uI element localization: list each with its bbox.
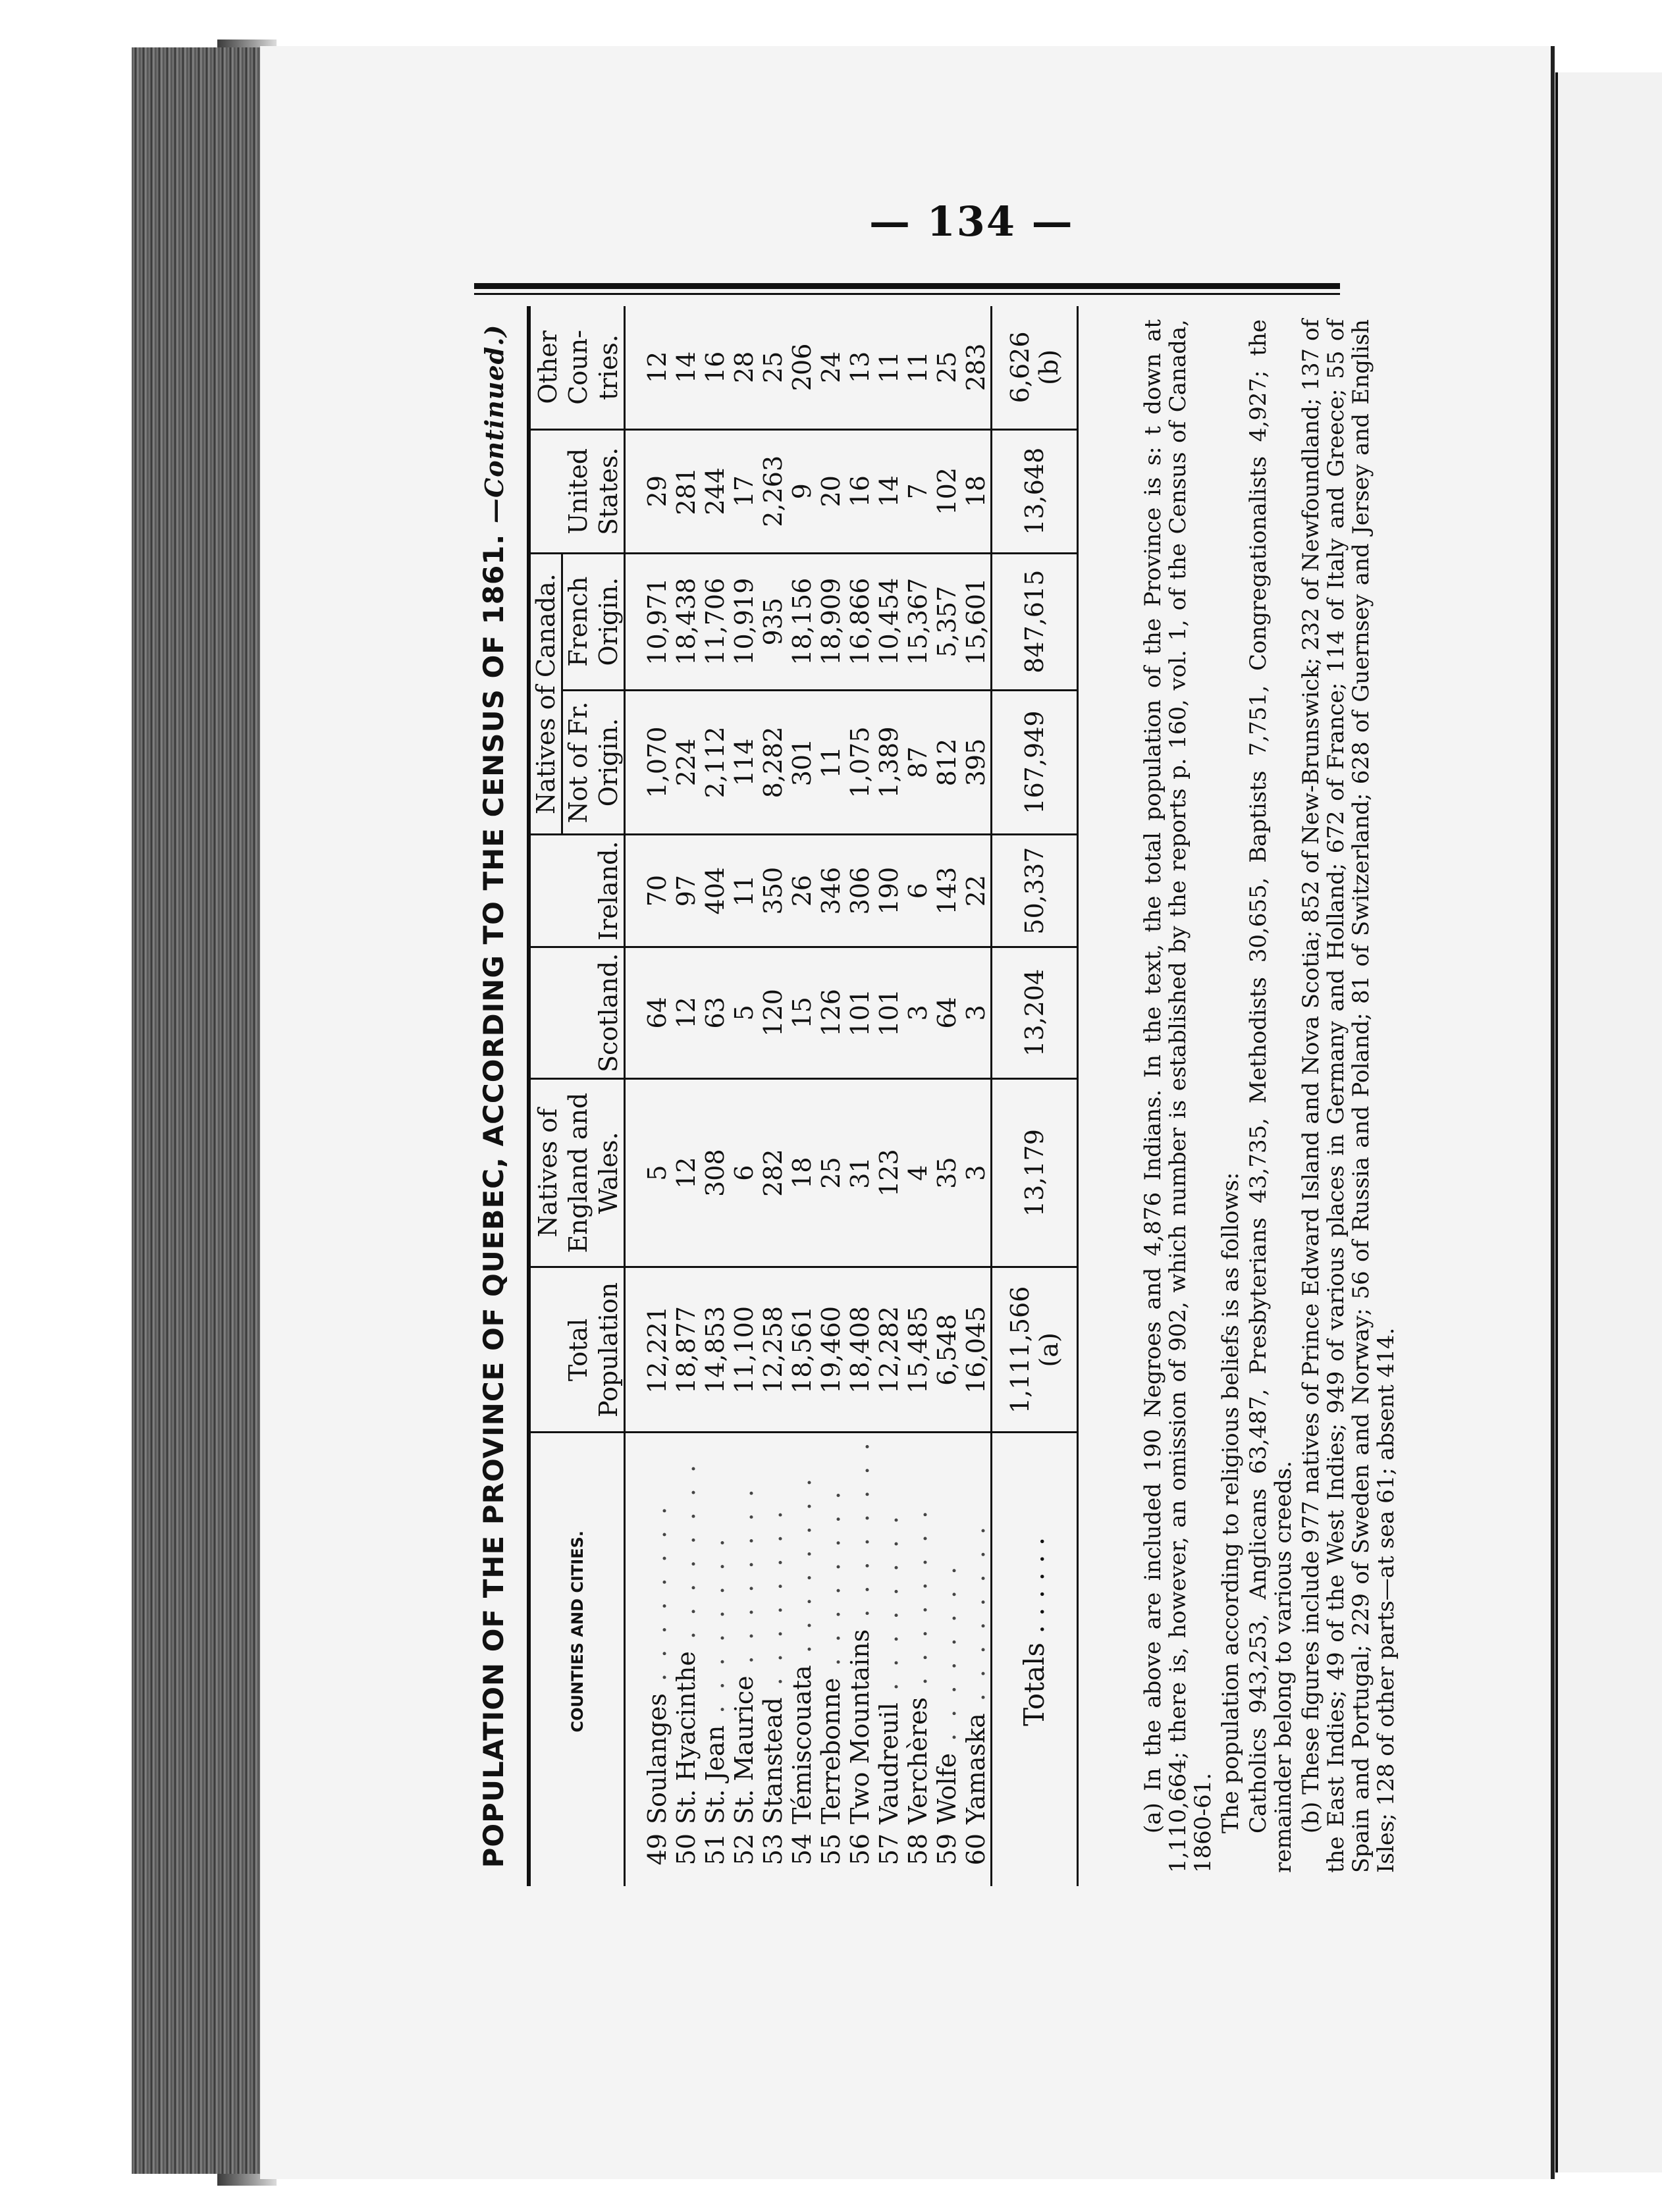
county-cell xyxy=(701,1433,730,1830)
leader-dots: . . . . . . . . xyxy=(788,1474,817,1666)
leader-dots: . . . . . . . . xyxy=(903,1506,932,1697)
cell-french: 10,971 xyxy=(625,553,672,690)
cell-other: 13 xyxy=(845,306,874,429)
totals-us: 13,648 xyxy=(992,429,1078,553)
leader-dots: . . . . . . . . xyxy=(817,1487,845,1678)
table-row xyxy=(672,306,701,1886)
leader-dots: . . . . . . . . xyxy=(672,1460,701,1652)
row-number-header xyxy=(529,1830,625,1886)
cell-england: 25 xyxy=(817,1078,845,1267)
cell-other: 206 xyxy=(788,306,817,429)
row-number: 50 xyxy=(672,1833,701,1866)
county-cell xyxy=(759,1433,788,1830)
census-table xyxy=(527,306,1079,1886)
cell-total: 18,877 xyxy=(672,1267,701,1433)
county-name: St. Maurice xyxy=(730,1675,759,1824)
cell-other: 283 xyxy=(961,306,992,429)
row-number: 59 xyxy=(932,1833,961,1866)
cell-other: 12 xyxy=(625,306,672,429)
cell-other: 25 xyxy=(932,306,961,429)
ireland-header: Ireland. xyxy=(529,835,625,947)
county-name: Terrebonne xyxy=(817,1677,845,1824)
county-cell xyxy=(874,1433,903,1830)
cell-england: 4 xyxy=(903,1078,932,1267)
leader-dots: . . . . . . . . xyxy=(730,1485,759,1676)
county-name: St. Hyacinthe xyxy=(672,1651,701,1824)
cell-total: 12,258 xyxy=(759,1267,788,1433)
table-body xyxy=(625,306,992,1886)
cell-total: 15,485 xyxy=(903,1267,932,1433)
county-name: Yamaska xyxy=(961,1713,990,1824)
cell-ireland: 22 xyxy=(961,835,992,947)
totals-scotland: 13,204 xyxy=(992,947,1078,1078)
cell-not-french: 301 xyxy=(788,690,817,835)
county-name: Témiscouata xyxy=(788,1665,817,1824)
cell-not-french: 87 xyxy=(903,690,932,835)
cell-not-french: 812 xyxy=(932,690,961,835)
county-name: Verchères xyxy=(903,1697,932,1824)
leader-dots: . . . . . . . . xyxy=(759,1507,788,1698)
cell-england: 5 xyxy=(625,1078,672,1267)
leader-dots: . . . . . . . . xyxy=(643,1502,672,1694)
row-number: 49 xyxy=(643,1833,672,1866)
cell-french: 15,367 xyxy=(903,553,932,690)
cell-england: 3 xyxy=(961,1078,992,1267)
leader-dots: . . . . . . xyxy=(1018,1537,1050,1643)
county-name: Wolfe xyxy=(932,1752,961,1824)
row-number: 51 xyxy=(701,1833,730,1866)
cell-england: 31 xyxy=(845,1078,874,1267)
county-name: Soulanges xyxy=(643,1693,672,1824)
row-number: 53 xyxy=(759,1833,788,1866)
cell-scotland: 126 xyxy=(817,947,845,1078)
england-wales-header: Natives of England and Wales. xyxy=(529,1078,625,1267)
cell-scotland: 5 xyxy=(730,947,759,1078)
cell-not-french: 1,070 xyxy=(625,690,672,835)
county-cell xyxy=(730,1433,759,1830)
table-row xyxy=(817,306,845,1886)
cell-french: 935 xyxy=(759,553,788,690)
county-cell xyxy=(903,1433,932,1830)
cell-scotland: 101 xyxy=(874,947,903,1078)
cell-french: 11,706 xyxy=(701,553,730,690)
totals-total: 1,111,566 (a) xyxy=(992,1267,1078,1433)
cell-other: 14 xyxy=(672,306,701,429)
cell-french: 15,601 xyxy=(961,553,992,690)
cell-us: 7 xyxy=(903,429,932,553)
footnote-a-religion-intro: The population according to religious beliefs is as follows: xyxy=(1218,1172,1244,1833)
cell-scotland: 15 xyxy=(788,947,817,1078)
cell-us: 20 xyxy=(817,429,845,553)
leader-dots: . . . . . . . . xyxy=(961,1523,990,1714)
cell-england: 35 xyxy=(932,1078,961,1267)
rotated-content xyxy=(474,300,1399,1893)
page-number: — 134 — xyxy=(869,198,1074,246)
cell-us: 244 xyxy=(701,429,730,553)
cell-scotland: 120 xyxy=(759,947,788,1078)
header-rule-thin xyxy=(474,293,1340,295)
cell-ireland: 346 xyxy=(817,835,845,947)
cell-england: 12 xyxy=(672,1078,701,1267)
cell-ireland: 97 xyxy=(672,835,701,947)
cell-french: 10,919 xyxy=(730,553,759,690)
cell-other: 28 xyxy=(730,306,759,429)
table-title xyxy=(477,300,510,1893)
county-cell xyxy=(961,1433,992,1830)
cell-scotland: 12 xyxy=(672,947,701,1078)
cell-french: 16,866 xyxy=(845,553,874,690)
table-header-row-1 xyxy=(529,306,562,1886)
cell-us: 281 xyxy=(672,429,701,553)
cell-ireland: 306 xyxy=(845,835,874,947)
cell-ireland: 190 xyxy=(874,835,903,947)
cell-not-french: 224 xyxy=(672,690,701,835)
leader-dots: . . . . . . . . xyxy=(932,1562,961,1753)
row-number: 57 xyxy=(874,1833,903,1866)
table-row xyxy=(759,306,788,1886)
row-number: 54 xyxy=(788,1833,817,1866)
cell-ireland: 404 xyxy=(701,835,730,947)
row-number: 60 xyxy=(961,1833,990,1866)
cell-total: 16,045 xyxy=(961,1267,992,1433)
book-binding-edge xyxy=(132,47,263,2174)
cell-not-french: 114 xyxy=(730,690,759,835)
cell-french: 18,909 xyxy=(817,553,845,690)
cell-other: 25 xyxy=(759,306,788,429)
cell-scotland: 3 xyxy=(903,947,932,1078)
cell-not-french: 11 xyxy=(817,690,845,835)
table-row xyxy=(961,306,992,1886)
cell-ireland: 26 xyxy=(788,835,817,947)
cell-not-french: 395 xyxy=(961,690,992,835)
cell-total: 12,221 xyxy=(625,1267,672,1433)
cell-other: 11 xyxy=(903,306,932,429)
county-cell xyxy=(625,1433,672,1830)
footnote-a-text: (a) In the above are included 190 Negroes and 4,876 Indians. In the text, the total population of the Province is s: t down at 1,110,664; there is, however, an omission of 902, which number is established by the reports p. 160, vol. 1, of the Census of Canada, 1860-61. xyxy=(1140,319,1216,1873)
row-number: 58 xyxy=(903,1833,932,1866)
cell-ireland: 70 xyxy=(625,835,672,947)
cell-other: 16 xyxy=(701,306,730,429)
cell-scotland: 3 xyxy=(961,947,992,1078)
leader-dots: . . . . . . . . xyxy=(701,1535,730,1725)
cell-scotland: 101 xyxy=(845,947,874,1078)
table-title-continued: —Continued.) xyxy=(479,324,509,524)
county-name: Vaudreuil xyxy=(874,1702,903,1824)
cell-french: 10,454 xyxy=(874,553,903,690)
cell-french: 18,438 xyxy=(672,553,701,690)
cell-ireland: 143 xyxy=(932,835,961,947)
totals-french: 847,615 xyxy=(992,553,1078,690)
cell-scotland: 64 xyxy=(625,947,672,1078)
cell-not-french: 8,282 xyxy=(759,690,788,835)
cell-england: 123 xyxy=(874,1078,903,1267)
other-countries-header: Other Coun-tries. xyxy=(529,306,625,429)
united-states-header: United States. xyxy=(529,429,625,553)
cell-england: 6 xyxy=(730,1078,759,1267)
table-row xyxy=(903,306,932,1886)
cell-ireland: 11 xyxy=(730,835,759,947)
row-number: 56 xyxy=(845,1833,874,1866)
cell-us: 18 xyxy=(961,429,992,553)
totals-row xyxy=(992,306,1078,1886)
leader-dots: . . . . . . . . xyxy=(874,1512,903,1703)
french-origin-header: French Origin. xyxy=(562,553,625,690)
footnote-a-religion-list: Catholics 943,253, Anglicans 63,487, Presbyterians 43,735, Methodists 30,655, Baptists 7,751, Congregationalists 4,927; the remainder belong to various creeds. xyxy=(1245,319,1297,1873)
cell-us: 14 xyxy=(874,429,903,553)
cell-us: 2,263 xyxy=(759,429,788,553)
footnote-b-text: (b) These figures include 977 natives of Prince Edward Island and Nova Scotia; 852 of New-Brunswick; 232 of Newfoundland; 137 of the East Indies; 49 of the West Indies; 949 of various places in Germany and Holland; 672 of France; 114 of Italy and Greece; 55 of Spain and Portugal; 229 of Sweden and Norway; 56 of Russia and Poland; 81 of Switzerland; 628 of Guernsey and Jersey and English Isles; 128 of other parts—at sea 61; absent 414. xyxy=(1298,319,1399,1873)
county-cell xyxy=(932,1433,961,1830)
county-cell xyxy=(672,1433,701,1830)
county-cell xyxy=(845,1433,874,1830)
cell-england: 18 xyxy=(788,1078,817,1267)
cell-not-french: 1,389 xyxy=(874,690,903,835)
table-row xyxy=(788,306,817,1886)
adjacent-page-edge xyxy=(1555,72,1662,2172)
header-rule-thick xyxy=(474,283,1340,289)
county-name: Two Mountains xyxy=(845,1629,874,1824)
table-title-main: POPULATION OF THE PROVINCE OF QUEBEC, ACCORDING TO THE CENSUS OF 1861. xyxy=(477,533,510,1868)
table-row xyxy=(701,306,730,1886)
cell-us: 29 xyxy=(625,429,672,553)
cell-french: 5,357 xyxy=(932,553,961,690)
cell-ireland: 350 xyxy=(759,835,788,947)
cell-us: 9 xyxy=(788,429,817,553)
natives-canada-header: Natives of Canada. xyxy=(529,553,562,835)
scotland-header: Scotland. xyxy=(529,947,625,1078)
row-number: 52 xyxy=(730,1833,759,1866)
not-french-origin-header: Not of Fr. Origin. xyxy=(562,690,625,835)
cell-not-french: 1,075 xyxy=(845,690,874,835)
totals-num-cell xyxy=(992,1830,1078,1886)
cell-total: 12,282 xyxy=(874,1267,903,1433)
cell-not-french: 2,112 xyxy=(701,690,730,835)
cell-total: 19,460 xyxy=(817,1267,845,1433)
total-population-header: Total Population xyxy=(529,1267,625,1433)
table-row xyxy=(625,306,672,1886)
totals-not-french: 167,949 xyxy=(992,690,1078,835)
cell-total: 18,561 xyxy=(788,1267,817,1433)
totals-label-cell xyxy=(992,1433,1078,1830)
cell-french: 18,156 xyxy=(788,553,817,690)
totals-other: 6,626 (b) xyxy=(992,306,1078,429)
counties-header: COUNTIES AND CITIES. xyxy=(529,1433,625,1830)
cell-scotland: 64 xyxy=(932,947,961,1078)
cell-us: 102 xyxy=(932,429,961,553)
cell-us: 17 xyxy=(730,429,759,553)
cell-ireland: 6 xyxy=(903,835,932,947)
totals-england: 13,179 xyxy=(992,1078,1078,1267)
leader-dots: . . . . . . . . xyxy=(845,1438,874,1629)
table-row xyxy=(730,306,759,1886)
table-row xyxy=(932,306,961,1886)
footnotes xyxy=(1140,319,1401,1873)
cell-total: 11,100 xyxy=(730,1267,759,1433)
county-name: Stanstead xyxy=(759,1697,788,1824)
table-row xyxy=(845,306,874,1886)
totals-ireland: 50,337 xyxy=(992,835,1078,947)
county-cell xyxy=(817,1433,845,1830)
table-row xyxy=(874,306,903,1886)
cell-other: 11 xyxy=(874,306,903,429)
cell-england: 282 xyxy=(759,1078,788,1267)
cell-other: 24 xyxy=(817,306,845,429)
cell-total: 6,548 xyxy=(932,1267,961,1433)
totals-label: Totals xyxy=(1018,1642,1050,1726)
cell-total: 14,853 xyxy=(701,1267,730,1433)
cell-england: 308 xyxy=(701,1078,730,1267)
cell-us: 16 xyxy=(845,429,874,553)
cell-total: 18,408 xyxy=(845,1267,874,1433)
cell-scotland: 63 xyxy=(701,947,730,1078)
county-name: St. Jean xyxy=(701,1725,730,1824)
row-number: 55 xyxy=(817,1833,845,1866)
county-cell xyxy=(788,1433,817,1830)
